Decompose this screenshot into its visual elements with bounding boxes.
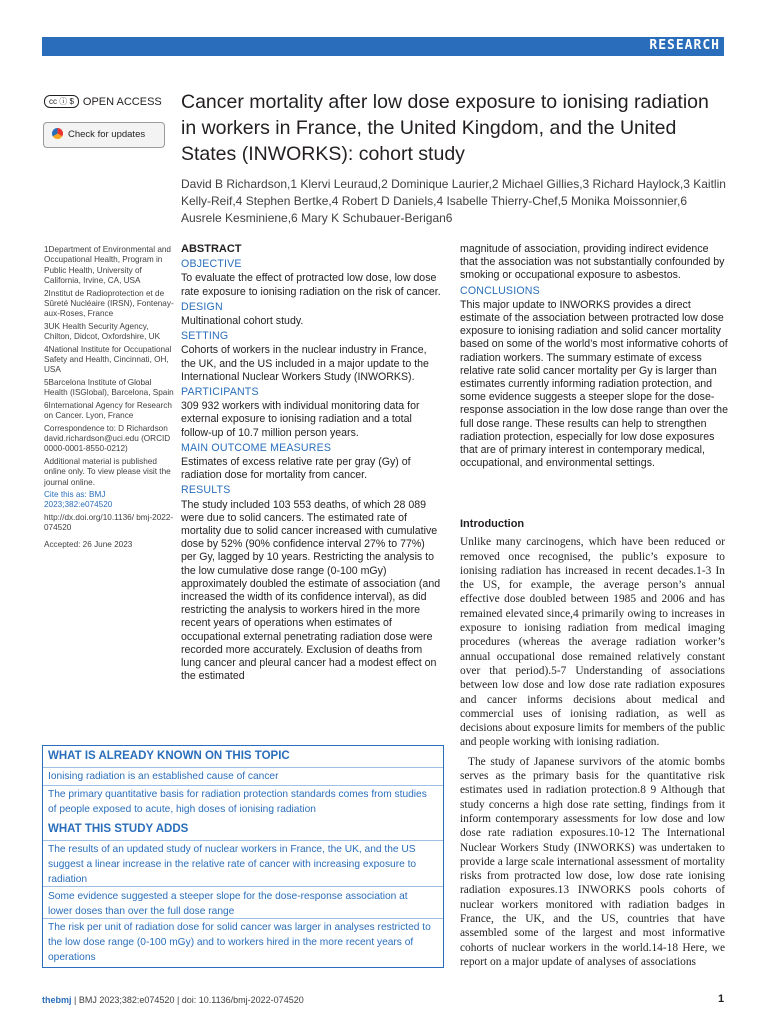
adds-item: The results of an updated study of nuclear workers in France, the UK, and the US suggest a linear increase in the relative rate of cancer with increasing exposure to radiation xyxy=(48,844,417,885)
creative-commons-icon: cc ⓘ $ xyxy=(44,95,79,108)
conclusions-heading: CONCLUSIONS xyxy=(460,284,540,297)
affiliation-5: 5Barcelona Institute of Global Health (ISGlobal), Barcelona, Spain xyxy=(44,377,174,398)
abstract-left-column xyxy=(181,243,443,684)
participants-heading: PARTICIPANTS xyxy=(181,386,259,399)
doi-link[interactable]: http://dx.doi.org/10.1136/ bmj-2022-074520 xyxy=(44,512,174,533)
cite-as: Cite this as: BMJ 2023;382:e074520 xyxy=(44,489,113,510)
objective-text: To evaluate the effect of protracted low dose, low dose rate exposure to ionising radiation on the risk of cancer. xyxy=(181,272,441,298)
introduction-section xyxy=(460,517,725,974)
section-label: RESEARCH xyxy=(649,38,720,53)
outcome-heading: MAIN OUTCOME MEASURES xyxy=(181,441,332,454)
divider xyxy=(43,767,443,768)
correspondence: Correspondence to: D Richardson david.richardson@uci.edu (ORCID 0000-0001-8550-0212) xyxy=(44,423,171,454)
objective-heading: OBJECTIVE xyxy=(181,258,242,271)
affiliations-sidebar xyxy=(44,245,175,552)
abstract-right-column xyxy=(460,243,728,470)
divider xyxy=(43,918,443,919)
results-text: The study included 103 553 deaths, of which 28 089 were due to solid cancers. The estimated rate of mortality due to solid cancer increased with cumulative dose by 52% (90% confidence interval 27% to 77%) per Gy, lagged by 10 years. Restricting the analysis to the low cumulative dose range (0-100 mGy) approximately doubled the estimate of association (and increased the width of its confidence interval), as did restricting the analysis to workers hired in the more recent years of operations when estimates of occupational external penetrating radiation dose were recorded more accurately. Exclusion of deaths from lung cancer and pleural cancer had a modest effect on the estimated xyxy=(181,498,441,683)
adds-item: The risk per unit of radiation dose for solid cancer was larger in analyses restricted to the low dose range (0-100 mGy) and to workers hired in the more recent years of operations xyxy=(48,922,431,963)
participants-text: 309 932 workers with individual monitoring data for external exposure to ionising radiation and a total follow-up of 10.7 million person years. xyxy=(181,400,420,439)
accepted-date: Accepted: 26 June 2023 xyxy=(44,539,133,549)
divider xyxy=(43,840,443,841)
divider xyxy=(43,785,443,786)
open-access-badge xyxy=(44,95,162,108)
check-for-updates-button[interactable] xyxy=(43,122,165,148)
affiliation-4: 4National Institute for Occupational Safety and Health, Cincinnati, OH, USA xyxy=(44,344,172,375)
known-item: Ionising radiation is an established cause of cancer xyxy=(48,771,279,782)
check-for-updates-label: Check for updates xyxy=(68,129,146,140)
footer-citation: | BMJ 2023;382:e074520 | doi: 10.1136/bmj-2022-074520 xyxy=(74,995,304,1005)
journal-logo: thebmj xyxy=(42,995,72,1005)
additional-material-note: Additional material is published online only. To view please visit the journal online. xyxy=(44,456,171,487)
page-number: 1 xyxy=(718,993,725,1005)
intro-paragraph-1: Unlike many carcinogens, which have been reduced or removed once recognised, the public’s exposure to ionising radiation has increased in recent decades.1-3 In the US, for example, the average person’s annual effective dose doubled between 1985 and 2006 and has remained elevated since,4 primarily owing to increases in exposure to ionising radiation from medical imaging procedures (whereas the average radiation worker’s annual occupational dose remained relatively constant over that period).5-7 Understanding of associations between low dose and low dose rate radiation exposures and cancer informs decisions about medical and commercial uses of ionising radiation, as well as decisions about exposure limits for members of the public and people working with ionising radiation. xyxy=(460,536,725,749)
setting-heading: SETTING xyxy=(181,330,229,343)
abstract-heading: ABSTRACT xyxy=(181,243,242,255)
open-access-label: OPEN ACCESS xyxy=(82,96,162,108)
intro-paragraph-2: The study of Japanese survivors of the atomic bombs serves as the primary basis for the quantitative risk estimates used in radiation protection.8 9 Although that study concerns a high dose rate setting, findings from it inform contemporary assessments for low dose and low dose rate radiation exposures.10-12 The International Nuclear Workers Study (INWORKS) was undertaken to provide a large scale international assessment of mortality risks from protracted low dose, low dose rate ionising radiation exposures.13 INWORKS pools cohorts of nuclear workers monitored with radiation badges in France, the UK, and the US, countries that have assembled some of the largest and most informative cohorts of nuclear workers in the world.14-18 Here, we report on a major update of analyses of associations xyxy=(460,755,725,968)
article-title: Cancer mortality after low dose exposure to ionising radiation in workers in France, the United Kingdom, and the United States (INWORKS): cohort study xyxy=(181,91,709,165)
author-list: David B Richardson,1 Klervi Leuraud,2 Dominique Laurier,2 Michael Gillies,3 Richard Haylock,3 Kaitlin Kelly-Reif,4 Stephen Bertke,4 Robert D Daniels,4 Isabelle Thierry-Chef,5 Monika Moissonnier,6 Ausrele Kesminiene,6 Mary K Schubauer-Berigan6 xyxy=(181,177,726,225)
affiliation-1: 1Department of Environmental and Occupational Health, Program in Public Health, University of California, Irvine, CA, USA xyxy=(44,245,171,286)
adds-item: Some evidence suggested a steeper slope for the dose-response association at lower doses than over the full dose range xyxy=(48,891,408,917)
known-heading: WHAT IS ALREADY KNOWN ON THIS TOPIC xyxy=(48,750,290,762)
crossmark-icon xyxy=(52,128,63,139)
design-heading: DESIGN xyxy=(181,300,223,313)
affiliation-2: 2Institut de Radioprotection et de Sûreté Nucléaire (IRSN), Fontenay-aux-Roses, France xyxy=(44,288,174,319)
section-bar xyxy=(42,37,724,56)
outcome-text: Estimates of excess relative rate per gray (Gy) of radiation dose for mortality from cancer. xyxy=(181,456,411,482)
design-text: Multinational cohort study. xyxy=(181,315,304,328)
introduction-heading: Introduction xyxy=(460,518,525,530)
known-item: The primary quantitative basis for radiation protection standards comes from studies of people exposed to acute, high doses of ionising radiation xyxy=(48,789,427,815)
affiliation-3: 3UK Health Security Agency, Chilton, Didcot, Oxfordshire, UK xyxy=(44,321,161,342)
adds-heading: WHAT THIS STUDY ADDS xyxy=(48,823,189,835)
results-heading: RESULTS xyxy=(181,484,231,497)
page-footer xyxy=(42,995,304,1005)
affiliation-6: 6International Agency for Research on Cancer. Lyon, France xyxy=(44,400,172,421)
results-continued-text: magnitude of association, providing indirect evidence that the association was not substantially confounded by smoking or occupational exposure to asbestos. xyxy=(460,243,725,282)
conclusions-text: This major update to INWORKS provides a direct estimate of the association between protracted low dose exposure to ionising radiation and solid cancer mortality based on some of the world’s most informative cohorts of radiation workers. The summary estimate of excess relative rate solid cancer mortality per Gy is larger than estimates currently informing radiation protection, and some evidence suggests a steeper slope for the dose-response association in the low dose range than over the full dose range. These results can help to strengthen radiation protection, especially for low dose exposures that are of primary interest in contemporary medical, occupational, and environmental settings. xyxy=(460,298,728,470)
divider xyxy=(43,886,443,887)
setting-text: Cohorts of workers in the nuclear industry in France, the UK, and the US included in a major update to the International Nuclear Workers Study (INWORKS). xyxy=(181,344,429,383)
